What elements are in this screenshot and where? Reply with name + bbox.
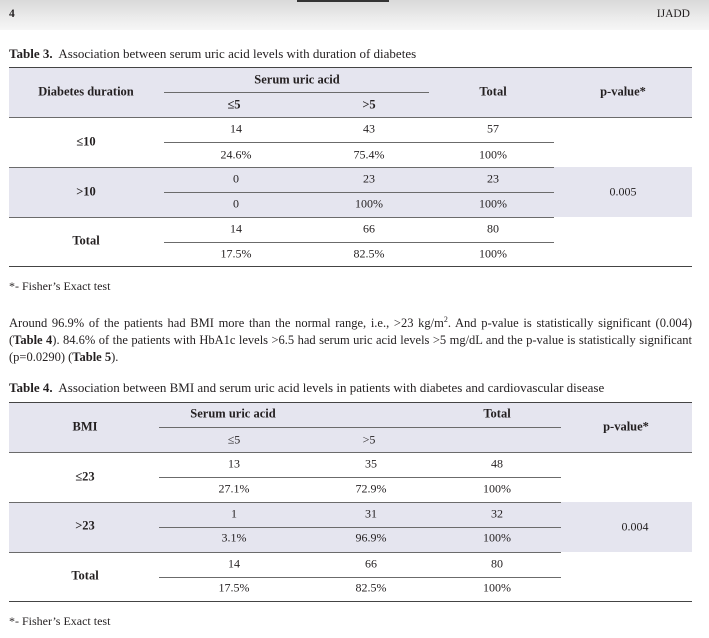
table-cell: 66: [363, 221, 375, 236]
table3-col-diabetes-duration: Diabetes duration: [38, 84, 134, 99]
table-cell: 27.1%: [218, 481, 250, 496]
table-cell: 0: [233, 196, 239, 211]
table-cell: 66: [365, 556, 377, 571]
table-cell: 31: [365, 506, 377, 521]
table3: [9, 67, 692, 267]
table-cell: 17.5%: [218, 580, 250, 595]
table3-caption: [9, 46, 416, 62]
table3-row1-rule: [9, 167, 554, 168]
table4-row1-rule: [9, 502, 561, 503]
table4-top-rule: [9, 402, 692, 403]
table3-footnote: *- Fisher’s Exact test: [9, 279, 111, 293]
table-cell: 3.1%: [221, 530, 247, 545]
paragraph-text: . And p-value is statistically significant (0.004) (: [9, 316, 692, 348]
table-cell: 23: [487, 171, 499, 186]
table-cell: 13: [228, 456, 240, 471]
table4-row-label: Total: [71, 568, 99, 583]
page-number: 4: [9, 8, 15, 20]
table4-row-label: ≤23: [75, 469, 95, 484]
table3-row2-rule: [9, 217, 554, 218]
table4-sub-gt5: >5: [362, 432, 376, 447]
table4-row2-mid-rule: [159, 527, 561, 528]
table-cell: 100%: [479, 147, 507, 162]
table3-bottom-rule: [9, 266, 692, 267]
table-cell: 14: [228, 556, 240, 571]
table4-col-total: Total: [483, 406, 511, 421]
table-cell: 82.5%: [353, 246, 385, 261]
table-cell: 100%: [479, 246, 507, 261]
table4-p-value: 0.004: [621, 519, 649, 534]
table-cell: 17.5%: [220, 246, 252, 261]
table4-caption-text: Association between BMI and serum uric acid levels in patients with diabetes and cardiovascular disease: [58, 380, 605, 395]
table4-col-p-value: p-value*: [603, 419, 649, 434]
table-cell: 57: [487, 121, 499, 136]
table3-row1-mid-rule: [164, 142, 554, 143]
journal-name: IJADD: [656, 8, 690, 20]
table3-p-value: 0.005: [609, 184, 637, 199]
table3-label: Table 3.: [9, 46, 53, 61]
table3-group-rule: [164, 92, 429, 93]
table4-footnote: *- Fisher’s Exact test: [9, 614, 111, 628]
table-cell: 43: [363, 121, 375, 136]
table3-sub-gt5: >5: [362, 97, 376, 112]
table3-caption-text: Association between serum uric acid levels with duration of diabetes: [58, 46, 417, 61]
paragraph-superscript: 2: [443, 315, 448, 324]
table3-row-label: Total: [72, 233, 100, 248]
table-cell: 0: [233, 171, 239, 186]
table4-col-bmi: BMI: [72, 419, 98, 434]
table5-reference: Table 5: [72, 350, 112, 365]
header-tab-marker: [297, 0, 389, 2]
table-cell: 48: [491, 456, 503, 471]
table-cell: 75.4%: [353, 147, 385, 162]
table3-row-label: ≤10: [76, 134, 96, 149]
table-cell: 100%: [483, 580, 511, 595]
table4-caption: [9, 380, 604, 396]
table-cell: 14: [230, 121, 242, 136]
table-cell: 32: [491, 506, 503, 521]
table3-row2-mid-rule: [164, 192, 554, 193]
table-cell: 96.9%: [355, 530, 387, 545]
table-cell: 80: [487, 221, 499, 236]
table-cell: 72.9%: [355, 481, 387, 496]
table4-col-serum-uric-acid: Serum uric acid: [190, 406, 276, 421]
table3-col-p-value: p-value*: [600, 84, 646, 99]
table3-header-rule: [9, 117, 692, 118]
table4-bottom-rule: [9, 601, 692, 602]
table-cell: 1: [231, 506, 237, 521]
table4-group-rule: [159, 427, 561, 428]
table4: [9, 402, 692, 602]
page-header-bar: [0, 0, 709, 30]
table4-label: Table 4.: [9, 380, 53, 395]
table-cell: 100%: [483, 530, 511, 545]
table-cell: 80: [491, 556, 503, 571]
table4-row-label: >23: [75, 518, 95, 533]
table3-top-rule: [9, 67, 692, 68]
table3-col-total: Total: [479, 84, 507, 99]
table-cell: 82.5%: [355, 580, 387, 595]
table4-row3-mid-rule: [159, 577, 561, 578]
body-paragraph: [9, 311, 692, 366]
table3-col-serum-uric-acid: Serum uric acid: [254, 72, 340, 87]
table3-row3-mid-rule: [164, 242, 554, 243]
table-cell: 100%: [483, 481, 511, 496]
table4-reference: Table 4: [13, 333, 53, 348]
table-cell: 100%: [479, 196, 507, 211]
table-cell: 23: [363, 171, 375, 186]
paragraph-text: Around 96.9% of the patients had BMI more than the normal range, i.e., >23 kg/m: [9, 316, 444, 331]
paragraph-text: ). 84.6% of the patients with HbA1c levels >6.5 had serum uric acid levels >5 mg/dL and the p-value is statistically significant (p=0.0290) (: [9, 333, 692, 365]
table3-sub-le5: ≤5: [227, 97, 241, 112]
table-cell: 100%: [355, 196, 383, 211]
table4-header-rule: [9, 452, 692, 453]
table4-row2-rule: [9, 552, 561, 553]
table3-row-label: >10: [76, 184, 96, 199]
table4-row1-mid-rule: [159, 477, 561, 478]
table-cell: 24.6%: [220, 147, 252, 162]
table-cell: 35: [365, 456, 377, 471]
table4-sub-le5: ≤5: [227, 432, 241, 447]
table-cell: 14: [230, 221, 242, 236]
paragraph-text: ).: [111, 350, 119, 365]
